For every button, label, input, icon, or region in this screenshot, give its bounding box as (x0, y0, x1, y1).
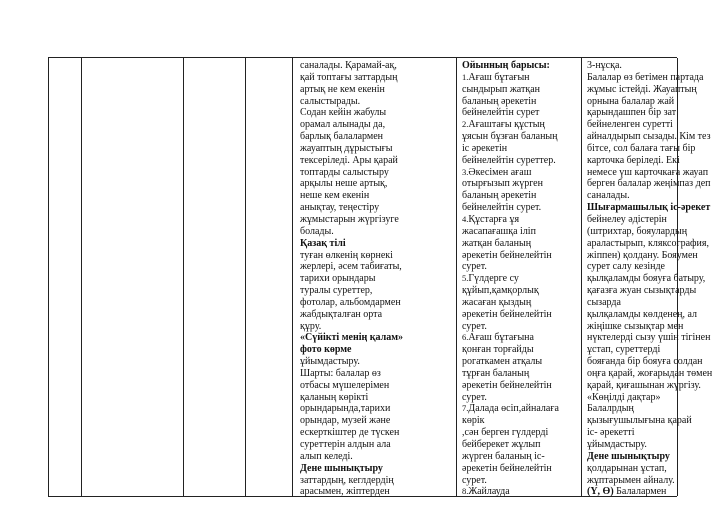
line-text: әрекетін бейнелейтін (462, 379, 552, 391)
line-text: сызарда (587, 296, 621, 308)
text-line (587, 119, 677, 131)
text-line (462, 486, 581, 498)
line-text: жерлері, әсем табиғаты, (300, 261, 402, 273)
line-text: ескерткіштер де түскен (300, 427, 400, 439)
line-text: саналады. Қарамай-ақ, (300, 60, 397, 71)
line-text: арасымен, жіптерден (300, 486, 390, 498)
text-line (587, 427, 677, 439)
text-line (587, 285, 697, 297)
line-text: орнына балалар жай (587, 95, 675, 107)
line-text: тарихи орындары (300, 273, 376, 285)
text-line (587, 107, 677, 119)
text-line (462, 155, 581, 167)
text-line (300, 190, 456, 202)
line-text: жауаптың дұрыстығы (300, 142, 393, 154)
line-text: қай топтағы заттардың (300, 71, 398, 83)
line-text: жұптарымен айналу. (587, 474, 675, 486)
text-line (587, 249, 698, 262)
line-text: Шарты: балалар өз (300, 367, 381, 379)
text-line (587, 273, 706, 285)
line-text: орамал алынады да, (300, 119, 386, 131)
text-line (300, 486, 456, 498)
line-text: әрекетін бейнелейтін (462, 308, 552, 320)
line-text: ұйымдастыру. (300, 356, 360, 368)
line-text: Шығармашылық іс-әрекет (587, 202, 711, 214)
text-line (587, 261, 677, 273)
game-cell (462, 60, 581, 498)
text-line (462, 451, 581, 463)
line-text: Балалар өз бетімен партада (587, 71, 704, 83)
text-line (462, 380, 581, 392)
line-text: қолдарынан ұстап, (587, 462, 667, 474)
line-text: орындар, музей және (300, 415, 391, 427)
line-text: Ойынның барысы: (462, 60, 550, 71)
text-line (462, 143, 581, 155)
line-text: құру. (300, 320, 322, 332)
table-column-activities (293, 58, 457, 496)
text-line (300, 285, 456, 297)
text-line (587, 475, 677, 487)
text-line (300, 297, 456, 309)
text-line (462, 463, 581, 475)
line-text: ұйымдастыру. (587, 439, 647, 450)
text-line (300, 309, 456, 321)
line-text: тексеріледі. Ары қарай (300, 154, 398, 166)
line-text: Балалармен (613, 486, 667, 498)
line-text: Жайлауда (468, 486, 510, 498)
line-text: бейнелеу әдістерін (587, 213, 667, 225)
line-text: сындырып жатқан (462, 83, 540, 95)
text-line (462, 439, 581, 451)
bold-prefix: (Ү, Ө) (587, 486, 614, 498)
text-line (587, 415, 692, 427)
line-text: жұмыстарын жүргізуге (300, 213, 399, 225)
line-text: карточка беріледі. Екі (587, 154, 680, 166)
line-text: артық не кем екенін (300, 83, 385, 95)
table-column-game (457, 58, 582, 496)
text-line (462, 96, 581, 108)
line-text: бейнелейтін сурет. (462, 202, 542, 214)
table-column-1 (49, 58, 82, 496)
text-line (462, 321, 581, 333)
line-text: Балалрдың (587, 403, 634, 415)
text-line (462, 392, 581, 404)
text-line (300, 344, 456, 356)
line-text: Ағаш бұтағын (468, 71, 530, 83)
line-text: жүрген баланың іс- (462, 450, 545, 462)
list-number: 6. (462, 332, 469, 343)
table-column-right (582, 58, 713, 498)
line-text: туралы суреттер, (300, 285, 373, 297)
line-text: немесе үш карточкаға жауап (587, 166, 709, 178)
table-column-3 (184, 58, 246, 496)
text-line (300, 463, 456, 475)
text-line (300, 214, 456, 226)
activities-cell (300, 60, 456, 498)
text-line (462, 84, 581, 96)
text-line (587, 166, 709, 179)
text-line (300, 155, 456, 167)
line-text: ,сән берген гүлдерді (462, 427, 549, 439)
text-line (300, 143, 456, 155)
text-line (300, 202, 456, 214)
line-text: рогаткамен атқалы (462, 356, 543, 368)
text-line (462, 427, 581, 439)
line-text: анықтау, теңестіру (300, 202, 380, 214)
text-line (462, 475, 581, 487)
text-line (462, 72, 581, 84)
text-line (587, 202, 711, 214)
line-text: фото көрме (300, 344, 352, 356)
line-text: болады. (300, 225, 334, 237)
text-line (587, 297, 677, 309)
line-text: әрекетін бейнелейтін (462, 249, 552, 261)
text-line (587, 332, 711, 344)
text-line (462, 202, 581, 214)
text-line (587, 83, 697, 96)
line-text: тұрған баланың (462, 367, 530, 379)
line-text: қағазға жуан сызықтарды (587, 285, 697, 297)
text-line (462, 60, 581, 72)
text-line (587, 379, 701, 392)
text-line (300, 226, 456, 238)
text-line (462, 131, 581, 143)
text-line (587, 60, 677, 72)
line-text: Гүлдерге су (468, 273, 519, 285)
text-line (300, 72, 456, 84)
line-text: Ағаш бұтағына (468, 332, 534, 344)
text-line (587, 237, 709, 250)
text-line (300, 131, 456, 143)
text-line (300, 403, 456, 415)
line-text: қарындашпен бір зат (587, 107, 677, 119)
line-text: бейберекет жұлып (462, 439, 541, 450)
list-number: 7. (462, 403, 469, 414)
text-line (462, 309, 581, 321)
text-line (300, 427, 456, 439)
line-text: көрік (462, 415, 485, 427)
line-text: сурет. (462, 320, 487, 332)
text-line (300, 273, 456, 285)
line-text: ұясын бұзған баланың (462, 131, 558, 143)
text-line (462, 119, 581, 131)
line-text: айналдырып сызады. Кім тез (587, 131, 711, 143)
text-line (587, 225, 688, 238)
list-number: 1. (462, 71, 469, 82)
text-line (462, 344, 581, 356)
text-line (462, 167, 581, 179)
text-line (587, 96, 677, 108)
text-line (300, 178, 456, 190)
text-line (587, 190, 677, 202)
text-line (300, 368, 456, 380)
text-line (587, 131, 711, 143)
text-line (462, 178, 581, 190)
line-text: ұстап, суреттерді (587, 344, 661, 356)
text-line (462, 190, 581, 202)
line-text: заттардың, кеглдердің (300, 474, 394, 486)
line-text: суреттерін алдын ала (300, 439, 391, 450)
line-text: Құстарға ұя (468, 213, 520, 225)
text-line (587, 439, 677, 451)
text-line (300, 119, 456, 131)
line-text: топтарды салыстыру (300, 166, 389, 178)
line-text: орындарында,тарихи (300, 403, 391, 415)
text-line (587, 308, 698, 321)
line-text: отырғызып жүрген (462, 178, 543, 190)
list-number: 4. (462, 213, 469, 224)
line-text: араластырып, кляксография, (587, 237, 709, 249)
text-line (300, 451, 456, 463)
text-line (300, 107, 456, 119)
text-line (300, 415, 456, 427)
text-line (462, 415, 581, 427)
line-text: жіппен) қолдану. Бояумен (587, 249, 698, 261)
line-text: бейнелейтін сурет (462, 107, 540, 119)
text-line (462, 332, 581, 344)
line-text: фотолар, альбомдармен (300, 296, 401, 308)
table-column-4 (246, 58, 293, 496)
line-text: қаланың көрікті (300, 391, 369, 403)
line-text: Дене шынықтыру (300, 462, 383, 474)
line-text: бітсе, сол балаға тағы бір (587, 142, 696, 154)
line-text: салыстырады. (300, 95, 361, 107)
line-text: бейнелейтін суреттер. (462, 154, 556, 166)
text-line (300, 475, 456, 487)
text-line (462, 238, 581, 250)
line-text: барлық балалармен (300, 131, 383, 143)
line-text: Дене шынықтыру (587, 450, 670, 462)
text-line (587, 142, 696, 155)
list-number: 3. (462, 166, 469, 177)
line-text: саналады. (587, 190, 630, 202)
line-text: оңға қарай, жоғарыдан төмен (587, 367, 713, 379)
line-text: жатқан баланың (462, 237, 532, 249)
text-line (300, 439, 456, 451)
line-text: 3-нұсқа. (587, 60, 622, 71)
text-line (587, 71, 704, 84)
text-line (587, 403, 677, 415)
text-line (587, 367, 713, 380)
text-line (300, 380, 456, 392)
text-line (587, 154, 680, 167)
text-line (300, 238, 456, 250)
table-column-2 (82, 58, 184, 496)
line-text: нүктелерді сызу үшін тігінен (587, 332, 711, 344)
text-line (462, 226, 581, 238)
text-line (300, 167, 456, 179)
line-text: іс әрекетін (462, 142, 508, 154)
text-line (462, 107, 581, 119)
text-line (300, 332, 456, 344)
line-text: қылқаламды бояуға батыру, (587, 273, 706, 285)
line-text: алып келеді. (300, 450, 353, 462)
text-line (462, 368, 581, 380)
line-text: неше кем екенін (300, 190, 370, 202)
line-text: Ағаштағы құстың (468, 119, 545, 131)
text-line (462, 261, 581, 273)
line-text: жабдықталған орта (300, 308, 383, 320)
text-line (300, 356, 456, 368)
line-text: құйып,қамқорлық (462, 285, 539, 297)
line-text: арқылы неше артық, (300, 178, 388, 190)
text-line (462, 297, 581, 309)
line-text: Қазақ тілі (300, 237, 346, 249)
text-line (462, 403, 581, 415)
line-text: қарай, қиғашынан жүргізу. (587, 379, 701, 391)
text-line (587, 344, 677, 356)
line-text: қылқаламды көлденең, ал (587, 308, 698, 320)
text-line (300, 321, 456, 333)
text-line (587, 178, 711, 190)
line-text: сурет салу кезінде (587, 261, 665, 273)
text-line (462, 214, 581, 226)
line-text: іс- әрекетті (587, 427, 635, 439)
text-line (300, 96, 456, 108)
list-number: 5. (462, 273, 469, 284)
text-line (462, 250, 581, 262)
line-text: сурет. (462, 391, 487, 403)
line-text: берген балалар жеңімпаз деп (587, 178, 711, 190)
text-line (462, 285, 581, 297)
text-line (462, 356, 581, 368)
line-text: баланың әрекетін (462, 95, 537, 107)
line-text: бояғанда бір бояуға солдан (587, 356, 703, 368)
line-text: сурет. (462, 474, 487, 486)
text-line (300, 392, 456, 404)
text-line (300, 60, 456, 72)
text-line (587, 451, 677, 463)
text-line (300, 84, 456, 96)
list-number: 2. (462, 119, 469, 130)
text-line (300, 250, 456, 262)
text-line (587, 214, 677, 226)
line-text: Содан кейін жабулы (300, 107, 387, 119)
line-text: (штрихтар, бояулардың (587, 225, 688, 237)
text-line (300, 261, 456, 273)
line-text: жіңішке сызықтар мен (587, 320, 684, 332)
line-text: «Көңілді дақтар» (587, 391, 661, 403)
text-line (587, 320, 684, 333)
line-text: «Сүйікті менің қалам» (300, 332, 404, 344)
line-text: туған өлкенің көрнекі (300, 249, 393, 261)
list-number: 8. (462, 486, 469, 497)
line-text: Далада өсіп,айналаға (468, 403, 559, 415)
line-text: қонған торғайды (462, 344, 534, 356)
line-text: отбасы мүшелерімен (300, 379, 390, 391)
line-text: жасаған қыздың (462, 296, 532, 308)
line-text: баланың әрекетін (462, 190, 537, 202)
text-line (462, 273, 581, 285)
line-text: сурет. (462, 261, 487, 273)
line-text: Әкесімен ағаш (468, 166, 532, 178)
text-line (587, 392, 677, 404)
plan-table (48, 57, 713, 498)
line-text: әрекетін бейнелейтін (462, 462, 552, 474)
line-text: бейнеленген суретті (587, 119, 673, 131)
text-line (587, 356, 703, 368)
creative-cell (587, 60, 713, 498)
text-line (587, 486, 677, 498)
text-line (587, 463, 677, 475)
line-text: қызығушылығына қарай (587, 415, 692, 427)
line-text: жасапағашқа іліп (462, 225, 536, 237)
line-text: жұмыс істейді. Жауаптың (587, 83, 697, 95)
